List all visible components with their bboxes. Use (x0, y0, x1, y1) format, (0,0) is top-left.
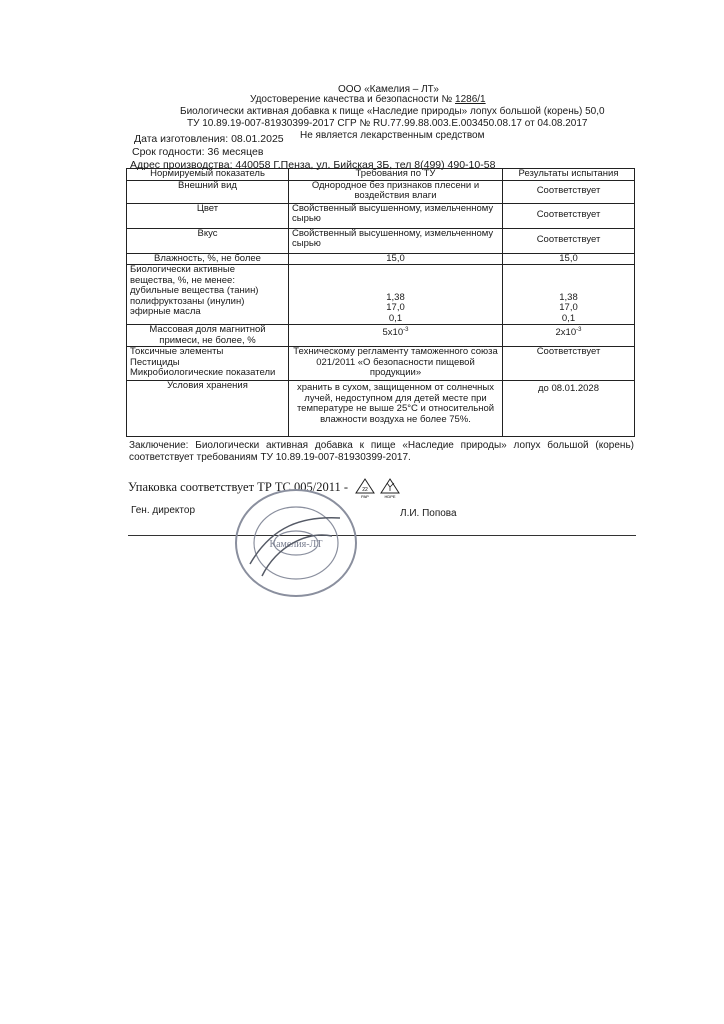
requirement-cell: Однородное без признаков плесени и воздействия влаги (289, 180, 503, 203)
pack-mark-hdpe: HDPE (384, 494, 396, 498)
value-base: 2х10 (555, 327, 577, 339)
company-stamp (232, 486, 360, 600)
table-row (127, 180, 635, 203)
recycling-marks-icon (354, 478, 404, 498)
requirement-cell: Свойственный высушенному, измельченному сырью (289, 203, 503, 228)
result-cell (503, 325, 635, 347)
param-cell: Вкус (127, 228, 289, 253)
value-line: 17,0 (386, 302, 405, 313)
result-cell: Соответствует (503, 180, 635, 203)
param-cell: Условия хранения (127, 381, 289, 437)
table-header-cell: Требования по ТУ (289, 169, 503, 181)
param-cell: Внешний вид (127, 180, 289, 203)
requirement-cell: Техническому регламенту таможенного союза 021/2011 «О безопасности пищевой продукции» (289, 347, 503, 381)
production-address: Адрес производства: 440058 Г.Пенза, ул. Бийская 3Б, тел 8(499) 490-10-58 (130, 159, 496, 171)
shelf-life: Срок годности: 36 месяцев (132, 146, 264, 158)
pack-mark-pap: PAP (361, 494, 370, 498)
requirement-cell: Свойственный высушенному, измельченному сырью (289, 228, 503, 253)
table-row (127, 228, 635, 253)
tu-line: ТУ 10.89.19-007-81930399-2017 СГР № RU.77.99.88.003.Е.003450.08.17 от 04.08.2017 (187, 118, 588, 129)
value-line: 0,1 (561, 312, 576, 324)
requirement-cell (289, 265, 503, 325)
param-line: полифруктозаны (инулин) (130, 295, 245, 307)
requirement-cell: 15,0 (289, 253, 503, 265)
result-cell: Соответствует (503, 228, 635, 253)
result-cell: Соответствует (503, 347, 635, 381)
value-line: 1,38 (559, 291, 578, 303)
conclusion-text: Заключение: Биологически активная добавка к пище «Наследие природы» лопух большой (корень) соответствует требованиям ТУ 10.89.19-007-81930399-2017. (129, 440, 634, 463)
value-base: 5х10 (382, 327, 404, 339)
company-name: ООО «Камелия – ЛТ» (338, 84, 439, 95)
param-cell (127, 347, 289, 381)
manufacture-date: Дата изготовления: 08.01.2025 (134, 133, 284, 145)
table-row (127, 253, 635, 265)
certificate-title (250, 94, 486, 106)
table-header-cell: Результаты испытания (503, 169, 635, 181)
value-line: 17,0 (559, 302, 578, 313)
table-row (127, 203, 635, 228)
result-cell: до 08.01.2028 (503, 381, 635, 437)
pack-mark-number: 22 (362, 487, 368, 493)
not-medicine-note: Не является лекарственным средством (300, 130, 485, 141)
table-row (127, 265, 635, 325)
director-name: Л.И. Попова (400, 508, 457, 519)
table-row (127, 347, 635, 381)
param-line: Микробиологические показатели (130, 367, 276, 378)
table-header-cell: Нормируемый показатель (127, 169, 289, 181)
stamp-text: Камелия-ЛТ (269, 539, 323, 550)
param-line: Токсичные элементы (130, 346, 224, 357)
result-cell (503, 265, 635, 325)
param-cell: Влажность, %, не более (127, 253, 289, 265)
param-line: эфирные масла (130, 306, 201, 317)
param-cell: Цвет (127, 203, 289, 228)
packaging-text: Упаковка соответствует ТР ТС 005/2011 - (128, 479, 349, 494)
param-line: вещества, %, не менее: (130, 274, 235, 286)
param-line: Пестициды (130, 356, 180, 368)
result-cell: 15,0 (503, 253, 635, 265)
value-exponent: -3 (576, 327, 582, 333)
value-line: 1,38 (386, 291, 405, 303)
certificate-prefix: Удостоверение качества и безопасности № (250, 94, 453, 105)
param-cell: Массовая доля магнитной примеси, не более, % (127, 325, 289, 347)
table-row (127, 381, 635, 437)
table-row (127, 325, 635, 347)
param-line: дубильные вещества (танин) (130, 285, 259, 296)
requirement-cell: хранить в сухом, защищенном от солнечных лучей, недоступном для детей месте при температуре не выше 25°С и относительной влажности воздуха не более 75%. (289, 381, 503, 437)
table-header-row (127, 169, 635, 181)
signature-line (128, 535, 636, 536)
value-line: 0,1 (388, 312, 403, 324)
product-name: Биологически активная добавка к пище «Наследие природы» лопух большой (корень) 50,0 (180, 106, 605, 117)
certificate-number: 1286/1 (455, 94, 486, 105)
param-line: Биологически активные (130, 264, 236, 275)
result-cell: Соответствует (503, 203, 635, 228)
value-exponent: -3 (403, 327, 409, 333)
quality-table (126, 168, 635, 437)
director-role: Ген. директор (131, 505, 196, 516)
param-cell (127, 265, 289, 325)
requirement-cell (289, 325, 503, 347)
